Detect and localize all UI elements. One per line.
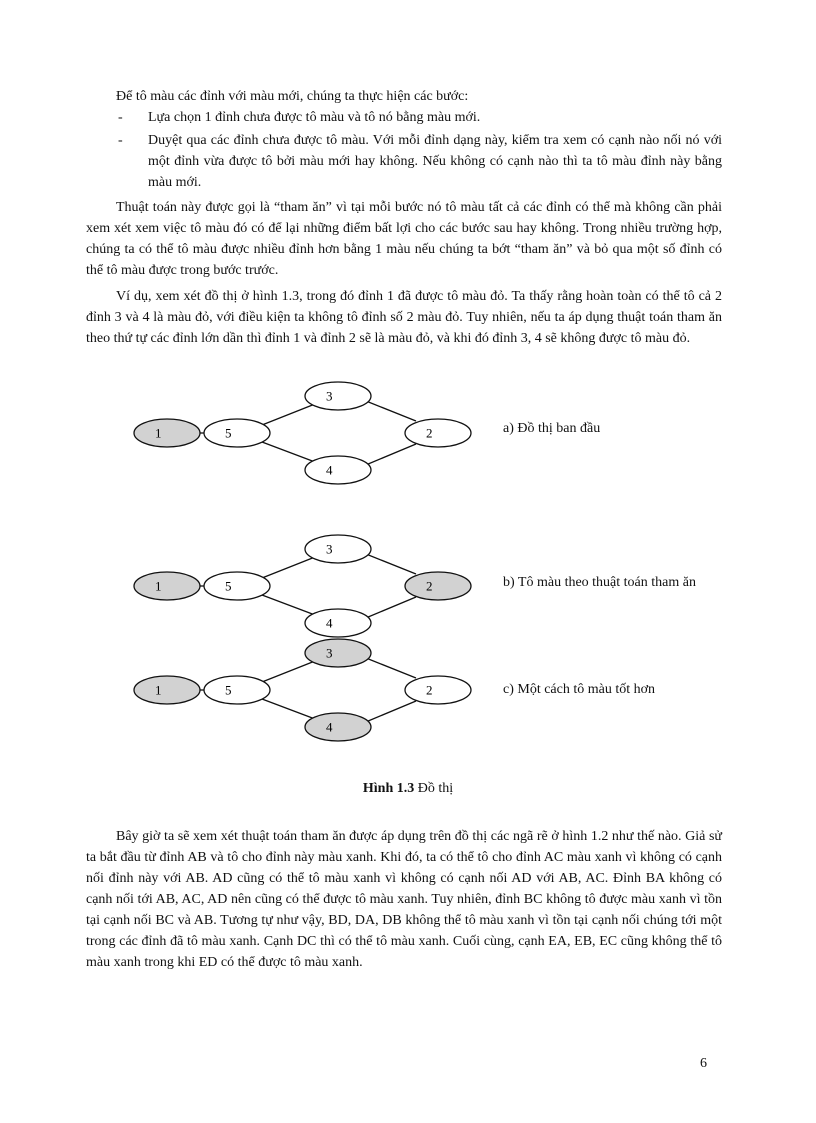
node-ellipse [305,382,371,410]
node-label: 3 [326,541,333,557]
node-ellipse [405,419,471,447]
bullet-text: Duyệt qua các đỉnh chưa được tô màu. Với mỗi đỉnh dạng này, kiểm tra xem có cạnh nào nối nó với một đỉnh vừa được tô bởi màu mới hay không. Nếu không có cạnh nào thì ta tô màu đỉnh này bằng màu mới. [148,133,722,190]
final-paragraph: Bây giờ ta sẽ xem xét thuật toán tham ăn được áp dụng trên đồ thị các ngã rẽ ở hình 1.2 như thế nào. Giả sử ta bắt đầu từ đỉnh AB và tô cho đỉnh này màu xanh. Khi đó, ta có thể tô cho đỉnh AC màu xanh vì không có cạnh nối đỉnh này với AB. AD cũng có thể tô màu xanh vì không có cạnh nối AD với AB, AC. Đỉnh BA không có cạnh nối tới AB, AC, AD nên cũng có thể được tô màu xanh. Tuy nhiên, đỉnh BC không tô được màu xanh vì tồn tại cạnh nối BC và AB. Tương tự như vậy, BD, DA, DB không thể tô màu xanh vì tồn tại cạnh nối chúng tới một trong các đỉnh đã tô màu xanh. Cạnh DC thì có thể tô màu xanh. Cuối cùng, cạnh EA, EB, EC cũng không thể tô màu xanh trong khi ED có thể được tô màu xanh. [86,829,722,970]
graph-a-caption: a) Đồ thị ban đầu [503,421,601,436]
node-1 [134,676,200,704]
node-label: 1 [155,578,162,594]
graph-b [134,535,471,637]
node-ellipse [204,676,270,704]
node-label: 3 [326,645,333,661]
edge-4-2 [361,701,416,724]
node-ellipse [305,713,371,741]
node-5 [204,572,270,600]
figure-title-number: Hình 1.3 [362,781,415,796]
graph-a-nodes [134,382,471,484]
node-label: 1 [155,682,162,698]
page-number: 6 [700,1056,707,1071]
edge-5-3 [262,557,315,578]
edge-5-3 [262,404,315,425]
node-4 [305,456,371,484]
node-label: 2 [426,682,433,698]
node-label: 3 [326,388,333,404]
node-5 [204,676,270,704]
node-ellipse [305,535,371,563]
node-label: 2 [426,578,433,594]
figure-title-text: Đồ thị [414,781,454,796]
node-label: 5 [225,425,232,441]
edge-5-4 [262,699,315,719]
node-2 [405,572,471,600]
graph-b-caption: b) Tô màu theo thuật toán tham ăn [503,575,696,590]
node-label: 2 [426,425,433,441]
node-label: 1 [155,425,162,441]
graph-b-nodes [134,535,471,637]
node-ellipse [405,572,471,600]
edge-3-2 [361,656,416,678]
node-3 [305,382,371,410]
node-3 [305,639,371,667]
edge-4-2 [361,444,416,467]
node-4 [305,713,371,741]
node-ellipse [305,456,371,484]
node-5 [204,419,270,447]
node-ellipse [305,639,371,667]
node-ellipse [305,609,371,637]
edge-5-3 [262,661,315,682]
node-2 [405,676,471,704]
bullet-item-2 [118,130,722,193]
graph-c-caption: c) Một cách tô màu tốt hơn [503,682,656,697]
graph-a [134,382,471,484]
node-1 [134,419,200,447]
node-2 [405,419,471,447]
node-ellipse [134,572,200,600]
intro-paragraph: Để tô màu các đỉnh với màu mới, chúng ta thực hiện các bước: [116,89,469,104]
edge-3-2 [361,552,416,574]
node-label: 4 [326,615,333,631]
edge-3-2 [361,399,416,421]
edge-4-2 [361,597,416,620]
graph-c-nodes [134,639,471,741]
node-label: 5 [225,682,232,698]
node-label: 4 [326,719,333,735]
node-ellipse [204,419,270,447]
node-3 [305,535,371,563]
edge-5-4 [262,442,315,462]
edge-5-4 [262,595,315,615]
node-label: 5 [225,578,232,594]
node-ellipse [204,572,270,600]
node-ellipse [405,676,471,704]
greedy-paragraph: Thuật toán này được gọi là “tham ăn” vì tại mỗi bước nó tô màu tất cả các đỉnh có thể mà không cần phải xem xét xem việc tô màu đó có để lại những điểm bất lợi cho các bước sau hay không. Trong nhiều trường hợp, chúng ta có thể tô màu được nhiều đỉnh hơn bằng 1 màu nếu chúng ta bớt “tham ăn” và bỏ qua một số đỉnh có thể tô màu được trong bước trước. [86,200,722,278]
node-ellipse [134,676,200,704]
bullet-text: Lựa chọn 1 đỉnh chưa được tô màu và tô nó bằng màu mới. [148,110,481,125]
example-paragraph: Ví dụ, xem xét đồ thị ở hình 1.3, trong đó đỉnh 1 đã được tô màu đỏ. Ta thấy rằng hoàn toàn có thể tô cả 2 đỉnh 3 và 4 là màu đỏ, với điều kiện ta không tô đỉnh số 2 màu đỏ. Tuy nhiên, nếu ta áp dụng thuật toán tham ăn theo thứ tự các đỉnh lớn dần thì đỉnh 1 và đỉnh 2 sẽ là màu đỏ, và khi đó đỉnh 3, 4 sẽ không được tô màu đỏ. [86,289,722,346]
node-1 [134,572,200,600]
figure-graphs [0,370,816,770]
graph-c [134,639,471,741]
node-ellipse [134,419,200,447]
bullet-dash: - [118,110,123,125]
figure-title [0,780,816,798]
node-label: 4 [326,462,333,478]
bullet-dash: - [118,133,123,148]
node-4 [305,609,371,637]
bullet-item-1 [118,107,722,128]
